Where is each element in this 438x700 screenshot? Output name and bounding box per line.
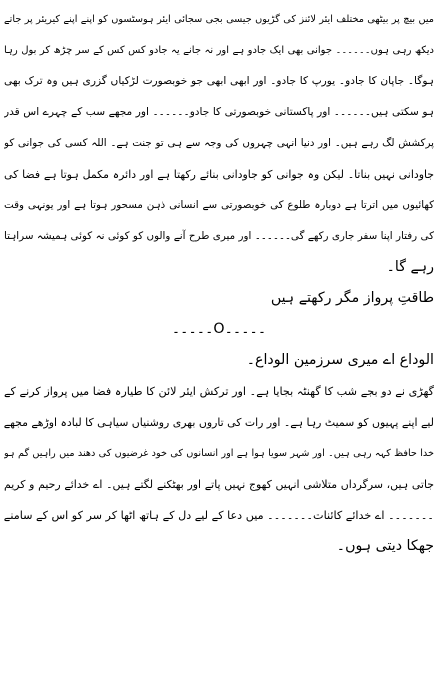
paragraph-line: لیے اپنے پہیوں کو سمیٹ رہا ہے۔ اور رات کی تاروں بھری روشنیاں سیاہی کا لبادہ اوڑھے مجھے: [4, 416, 434, 429]
paragraph-line: دیکھ رہی ہوں۔۔۔۔۔۔ جوانی بھی ایک جادو ہے اور نہ جانے یہ جادو کس کس کے سر چڑھ کر بول رہا: [4, 45, 434, 56]
paragraph-two: [4, 376, 434, 562]
paragraph-line: کھائیوں میں اترتا ہے دوبارہ طلوع کی خوبصورتی سے انسانی ذہن مسحور ہوتا ہے اور یونہی وقت: [4, 199, 434, 211]
paragraph-line: گھڑی نے دو بجے شب کا گھنٹہ بجایا ہے۔ اور ترکش ایئر لائن کا طیارہ فضا میں پرواز کرنے کے: [4, 385, 434, 398]
paragraph-line: ہو سکتی ہیں۔۔۔۔۔۔ اور پاکستانی خوبصورتی کا جادو۔۔۔۔۔۔ اور مجھے سب کے چہرے اس قدر: [4, 106, 434, 118]
section-heading: الوداع اے میری سرزمین الوداع۔: [246, 352, 434, 368]
paragraph-line: ہوگا۔ جاپان کا جادو۔ یورپ کا جادو۔ اور ابھی ابھی جو خوبصورت لڑکیاں گزری ہیں وہ ترک بھی: [4, 75, 434, 87]
paragraph-line: کی رفتار اپنا سفر جاری رکھے گی۔۔۔۔۔۔ اور میری طرح آنے والوں کو کوئی نہ کوئی ہمیشہ سراہتا: [4, 230, 434, 242]
paragraph-line: ۔۔۔۔۔۔۔ اے خدائے کائنات۔۔۔۔۔۔۔ میں دعا کے لیے دل کے ہاتھ اٹھا کر سر کو اس کے سامنے: [4, 509, 434, 522]
paragraph-line: جاودانی نہیں بناتا۔ لیکن وہ جوانی کو جاودانی بنائے رکھتا ہے اور دائرہ مکمل ہوتا ہے فضا کی: [4, 168, 434, 181]
paragraph-line: میں بیچ پر بیٹھی مختلف ایئر لائنز کی گڑیوں جیسی بجی سجائی ایئر ہوسٹسوں کو اپنے اپنے کیریئر پر جاتے: [4, 14, 434, 25]
section-separator: ۔۔۔۔۔O۔۔۔۔۔: [171, 321, 267, 337]
paragraph-line: خدا حافظ کہہ رہی ہیں۔ اور شہر سویا ہوا ہے اور انسانوں کی خود غرضیوں کی دھند میں راہیں گم ہو: [4, 448, 434, 459]
paragraph-one: [4, 4, 434, 283]
paragraph-line: جھکا دیتی ہوں۔: [336, 538, 434, 554]
paragraph-line: جاتی ہیں، سرگرداں متلاشی انہیں کھوج نہیں پاتے اور بھٹکنے لگتے ہیں۔ اے خدائے رحیم و کریم: [4, 478, 434, 491]
paragraph-line: رہے گا۔: [386, 259, 434, 275]
paragraph-line: پرکشش لگ رہے ہیں۔ اور دنیا انہی چہروں کی وجہ سے ہی تو جنت ہے۔ اللہ کسی کی جوانی کو: [4, 137, 434, 149]
verse-line: طاقتِ پرواز مگر رکھتے ہیں: [270, 290, 434, 306]
